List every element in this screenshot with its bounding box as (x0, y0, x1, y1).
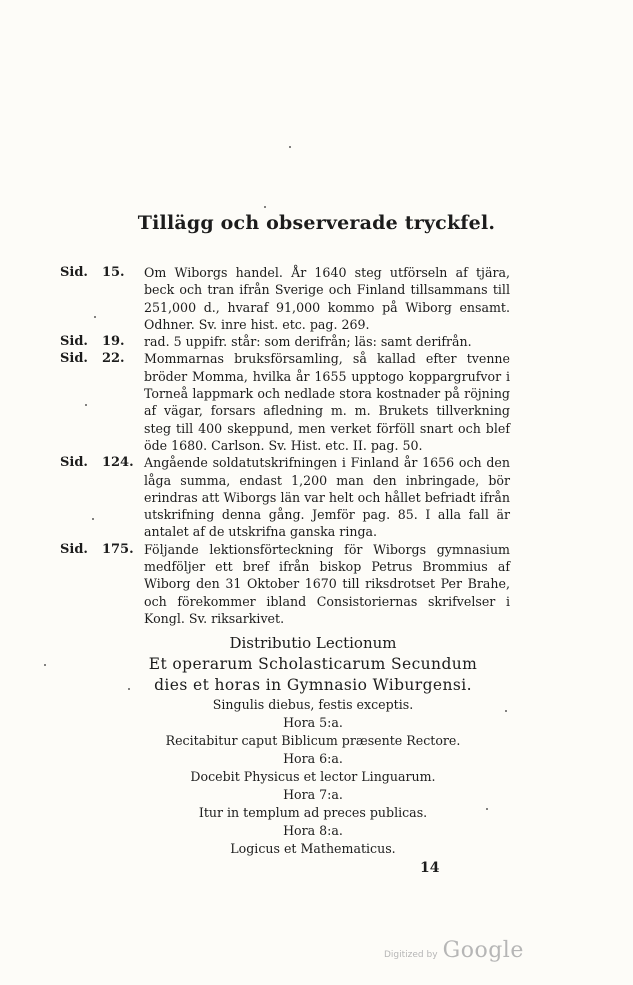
entry-ref-label: Sid. (60, 541, 88, 557)
errata-list (60, 264, 510, 627)
entry-ref-label: Sid. (60, 455, 88, 471)
page-number: 14 (420, 860, 440, 876)
schedule-subtitle: dies et horas in Gymnasio Wiburgensi. (154, 676, 472, 694)
errata-entry (60, 333, 510, 350)
entry-reference (60, 541, 134, 558)
schedule-subtitle: Et operarum Scholasticarum Secundum (148, 655, 478, 673)
watermark-prefix: Digitized by (384, 950, 438, 960)
schedule-activity: Logicus et Mathematicus. (230, 841, 396, 856)
entry-ref-number: 19. (101, 334, 125, 350)
entry-text: rad. 5 uppifr. står: som derifrån; läs: samt derifrån. (144, 334, 472, 350)
errata-entry (60, 264, 510, 333)
entry-reference (60, 333, 125, 350)
entry-ref-number: 124. (101, 455, 134, 471)
entry-reference (60, 454, 134, 471)
entry-ref-number: 15. (101, 265, 125, 280)
entry-ref-number: 175. (101, 541, 134, 557)
entry-reference (60, 350, 125, 367)
schedule-hour: Hora 8:a. (283, 823, 343, 838)
entry-reference (60, 264, 125, 281)
entry-ref-label: Sid. (60, 334, 88, 350)
entry-ref-number: 22. (101, 351, 125, 367)
entry-text: Mommarnas bruksförsamling, så kallad efter tvenne bröder Momma, hvilka år 1655 upptogo koppargrufvor i Torneå lappmark och nedlade stora kostnader på röjning af vägar, forsars afledning m. m. Brukets tillverkning steg till 400 skeppund, men verket förföll snart och blef öde 1680. Carlson. Sv. Hist. etc. II. pag. 50. (144, 351, 510, 453)
entry-ref-label: Sid. (60, 351, 88, 367)
entry-text: Om Wiborgs handel. År 1640 steg utförseln af tjära, beck och tran ifrån Sverige och Finland tillsammans till 251,000 d., hvaraf 91,000 kommo på Wiborg ensamt. Odhner. Sv. inre hist. etc. pag. 269. (144, 265, 510, 332)
entry-text: Följande lektionsförteckning för Wiborgs gymnasium medföljer ett bref ifrån biskop Petrus Brommius af Wiborg den 31 Oktober 1670 till riksdrotset Per Brahe, och förekommer ibland Consistoriernas skrifvelser i Kongl. Sv. riksarkivet. (144, 541, 510, 626)
schedule-activity: Itur in templum ad preces publicas. (198, 805, 428, 820)
entry-text: Angående soldatutskrifningen i Finland år 1656 och den låga summa, endast 1,200 man den inbringade, bör erindras att Wiborgs län var helt och hållet befriadt ifrån utskrifning denna gång. Jemför pag. 85. I alla fall är antalet af de utskrifna ganska ringa. (144, 455, 510, 540)
schedule-heading: Distributio Lectionum (229, 634, 397, 652)
entry-ref-label: Sid. (60, 265, 88, 280)
watermark-brand: Google (442, 938, 524, 963)
schedule-note: Singulis diebus, festis exceptis. (212, 697, 414, 712)
schedule-hour: Hora 5:a. (283, 715, 343, 730)
errata-entry (60, 541, 510, 627)
schedule-activity: Docebit Physicus et lector Linguarum. (190, 769, 436, 784)
page-title: Tillägg och observerade tryckfel. (137, 212, 496, 234)
digitizer-watermark (384, 938, 524, 963)
errata-entry (60, 350, 510, 454)
lesson-schedule (118, 632, 508, 858)
errata-entry (60, 454, 510, 540)
schedule-hour: Hora 7:a. (283, 787, 343, 802)
schedule-activity: Recitabitur caput Biblicum præsente Rectore. (165, 733, 461, 748)
schedule-hour: Hora 6:a. (283, 751, 343, 766)
